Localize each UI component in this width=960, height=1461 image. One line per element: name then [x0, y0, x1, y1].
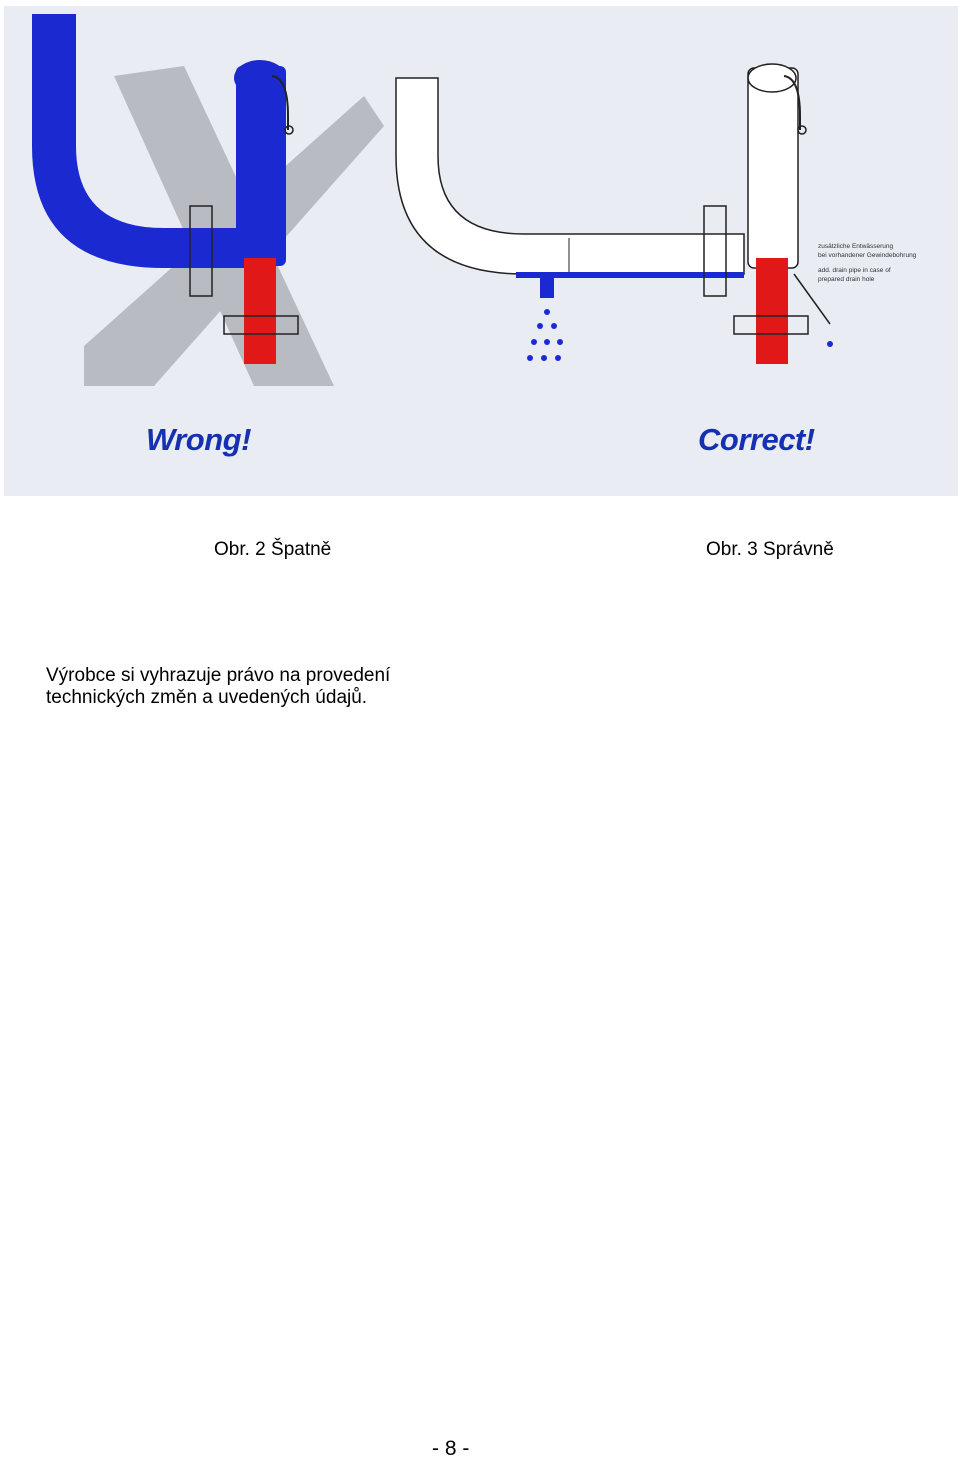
- installation-figure: [4, 6, 958, 496]
- note-line-2: technických změn a uvedených údajů.: [46, 687, 368, 708]
- empty-pipe: [396, 78, 744, 274]
- wrong-installation-drawing: [32, 14, 384, 386]
- annotation-en-2: prepared drain hole: [818, 276, 875, 283]
- note-line-1: Výrobce si vyhrazuje právo na provedení: [46, 665, 391, 686]
- caption-figure-3: Obr. 3 Správně: [706, 539, 834, 560]
- annotation-de-2: bei vorhandener Gewindebohrung: [818, 252, 917, 259]
- correct-installation-drawing: [396, 64, 917, 364]
- manufacturer-note: [46, 665, 466, 709]
- valve-outlet-red: [244, 258, 276, 364]
- wrong-label: Wrong!: [146, 422, 251, 457]
- annotation-en-1: add. drain pipe in case of: [818, 267, 891, 274]
- page-number: - 8 -: [432, 1437, 470, 1460]
- correct-label: Correct!: [698, 422, 815, 457]
- annotation-de-1: zusätzliche Entwässerung: [818, 243, 894, 250]
- caption-figure-2: Obr. 2 Špatně: [214, 539, 332, 560]
